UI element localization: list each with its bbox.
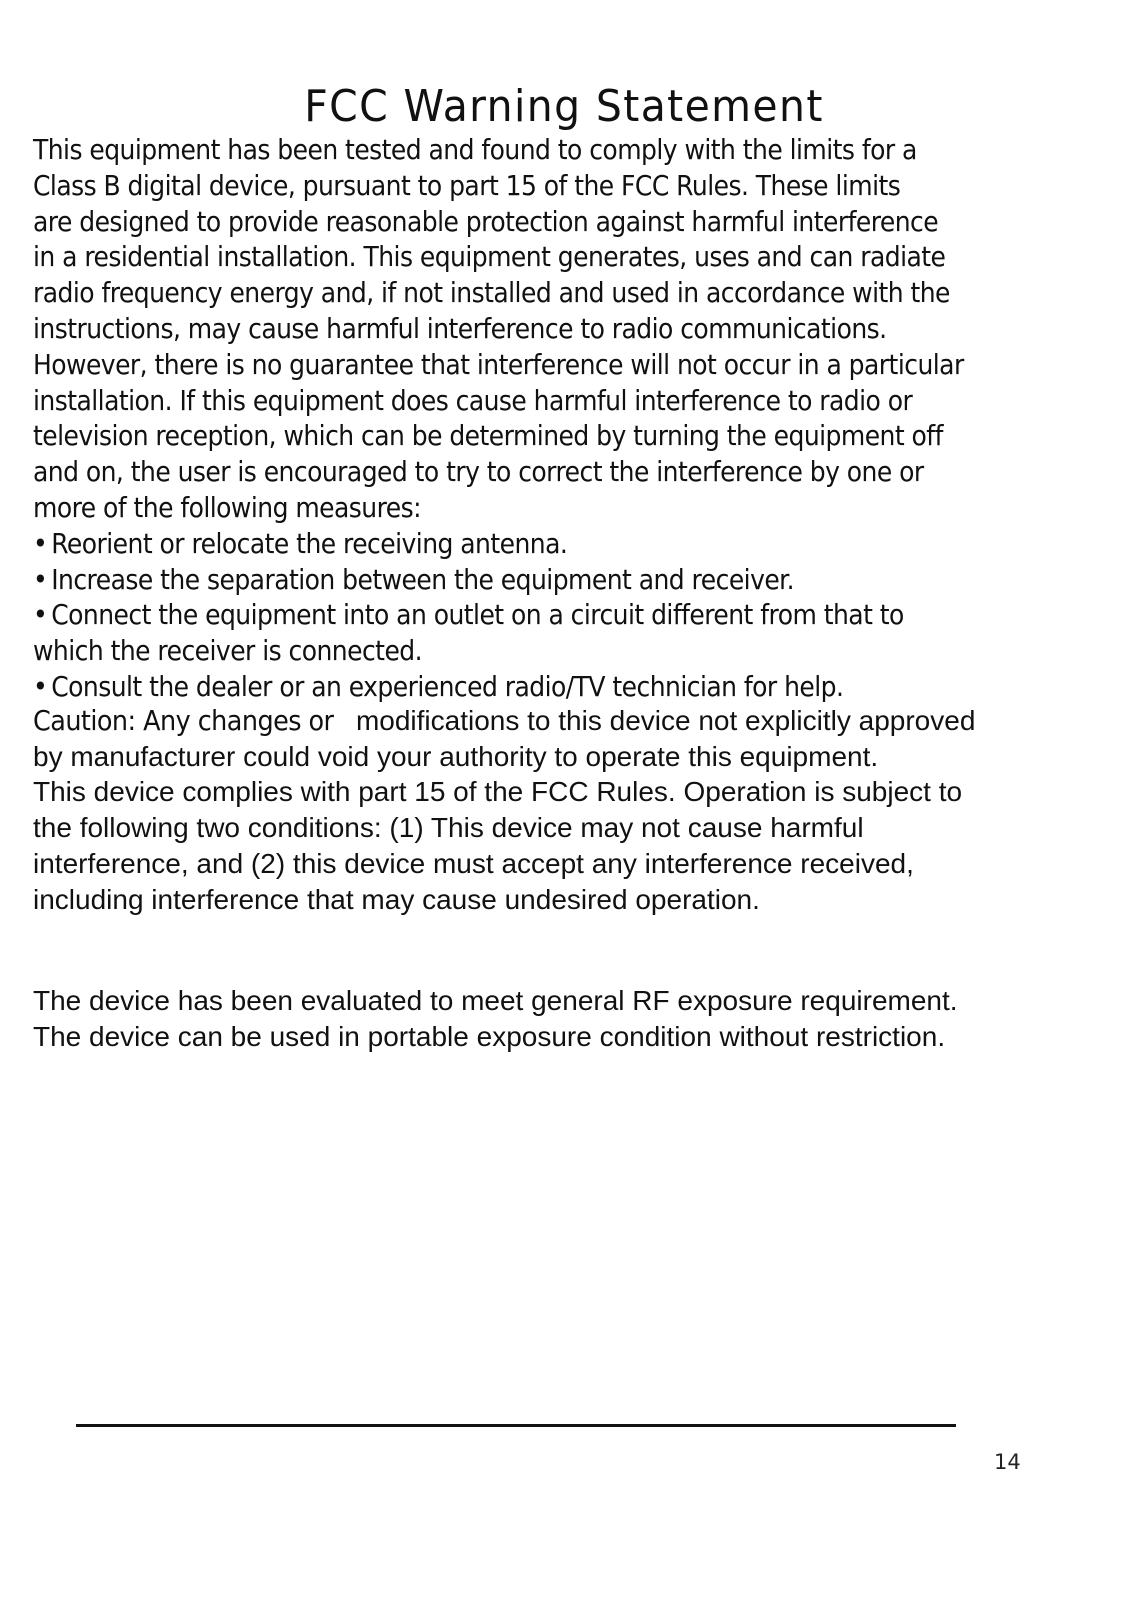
bullet-icon: • <box>33 599 48 632</box>
text-line: television reception, which can be determined by turning the equipment off <box>33 420 943 453</box>
text-line: radio frequency energy and, if not installed and used in accordance with the <box>33 277 950 310</box>
footer-divider <box>76 1424 956 1427</box>
compliance-line: the following two conditions: (1) This device may not cause harmful <box>33 812 864 844</box>
text-line: instructions, may cause harmful interference to radio communications. <box>33 312 887 345</box>
bullet-item <box>33 563 1125 599</box>
rf-line: The device has been evaluated to meet general RF exposure requirement. <box>33 985 958 1016</box>
bullet-item <box>33 527 1125 563</box>
page-title: FCC Warning Statement <box>304 81 824 133</box>
bullet-icon: • <box>33 563 48 596</box>
text-line: are designed to provide reasonable protection against harmful interference <box>33 205 939 238</box>
caution-line: by manufacturer could void your authority to operate this equipment. <box>33 740 879 772</box>
caution-and-compliance-paragraph <box>33 703 1123 917</box>
caution-text: modifications to this device not explicitly approved <box>355 705 976 736</box>
compliance-line: including interference that may cause undesired operation. <box>33 883 760 915</box>
bullet-text: Increase the separation between the equipment and receiver. <box>51 563 795 596</box>
text-line: This equipment has been tested and found to comply with the limits for a <box>33 134 917 166</box>
compliance-line: This device complies with part 15 of the FCC Rules. Operation is subject to <box>33 776 963 808</box>
page-number: 14 <box>994 1450 1021 1474</box>
text-line: However, there is no guarantee that interference will not occur in a particular <box>33 348 964 381</box>
bullet-item <box>33 670 1125 706</box>
bullet-text: Connect the equipment into an outlet on a circuit different from that to <box>51 599 904 632</box>
text-line: in a residential installation. This equipment generates, uses and can radiate <box>33 241 946 274</box>
rf-line: The device can be used in portable exposure condition without restriction. <box>33 1020 946 1052</box>
text-line: installation. If this equipment does cause harmful interference to radio or <box>33 384 913 417</box>
bullet-continuation: which the receiver is connected. <box>33 635 423 668</box>
bullet-text: Reorient or relocate the receiving antenna. <box>51 527 568 560</box>
caution-prefix: Caution: Any changes or <box>33 704 334 737</box>
fcc-statement-paragraph <box>33 133 1125 706</box>
compliance-line: interference, and (2) this device must accept any interference received, <box>33 847 914 879</box>
caution-line <box>33 703 1123 739</box>
text-line: more of the following measures: <box>33 491 422 524</box>
text-line: Class B digital device, pursuant to part 15 of the FCC Rules. These limits <box>33 169 901 202</box>
bullet-icon: • <box>33 670 48 703</box>
bullet-text: Consult the dealer or an experienced radio/TV technician for help. <box>51 670 844 703</box>
text-line: and on, the user is encouraged to try to correct the interference by one or <box>33 456 924 489</box>
rf-exposure-paragraph <box>33 983 1123 1054</box>
bullet-icon: • <box>33 527 48 560</box>
bullet-item <box>33 598 1125 634</box>
